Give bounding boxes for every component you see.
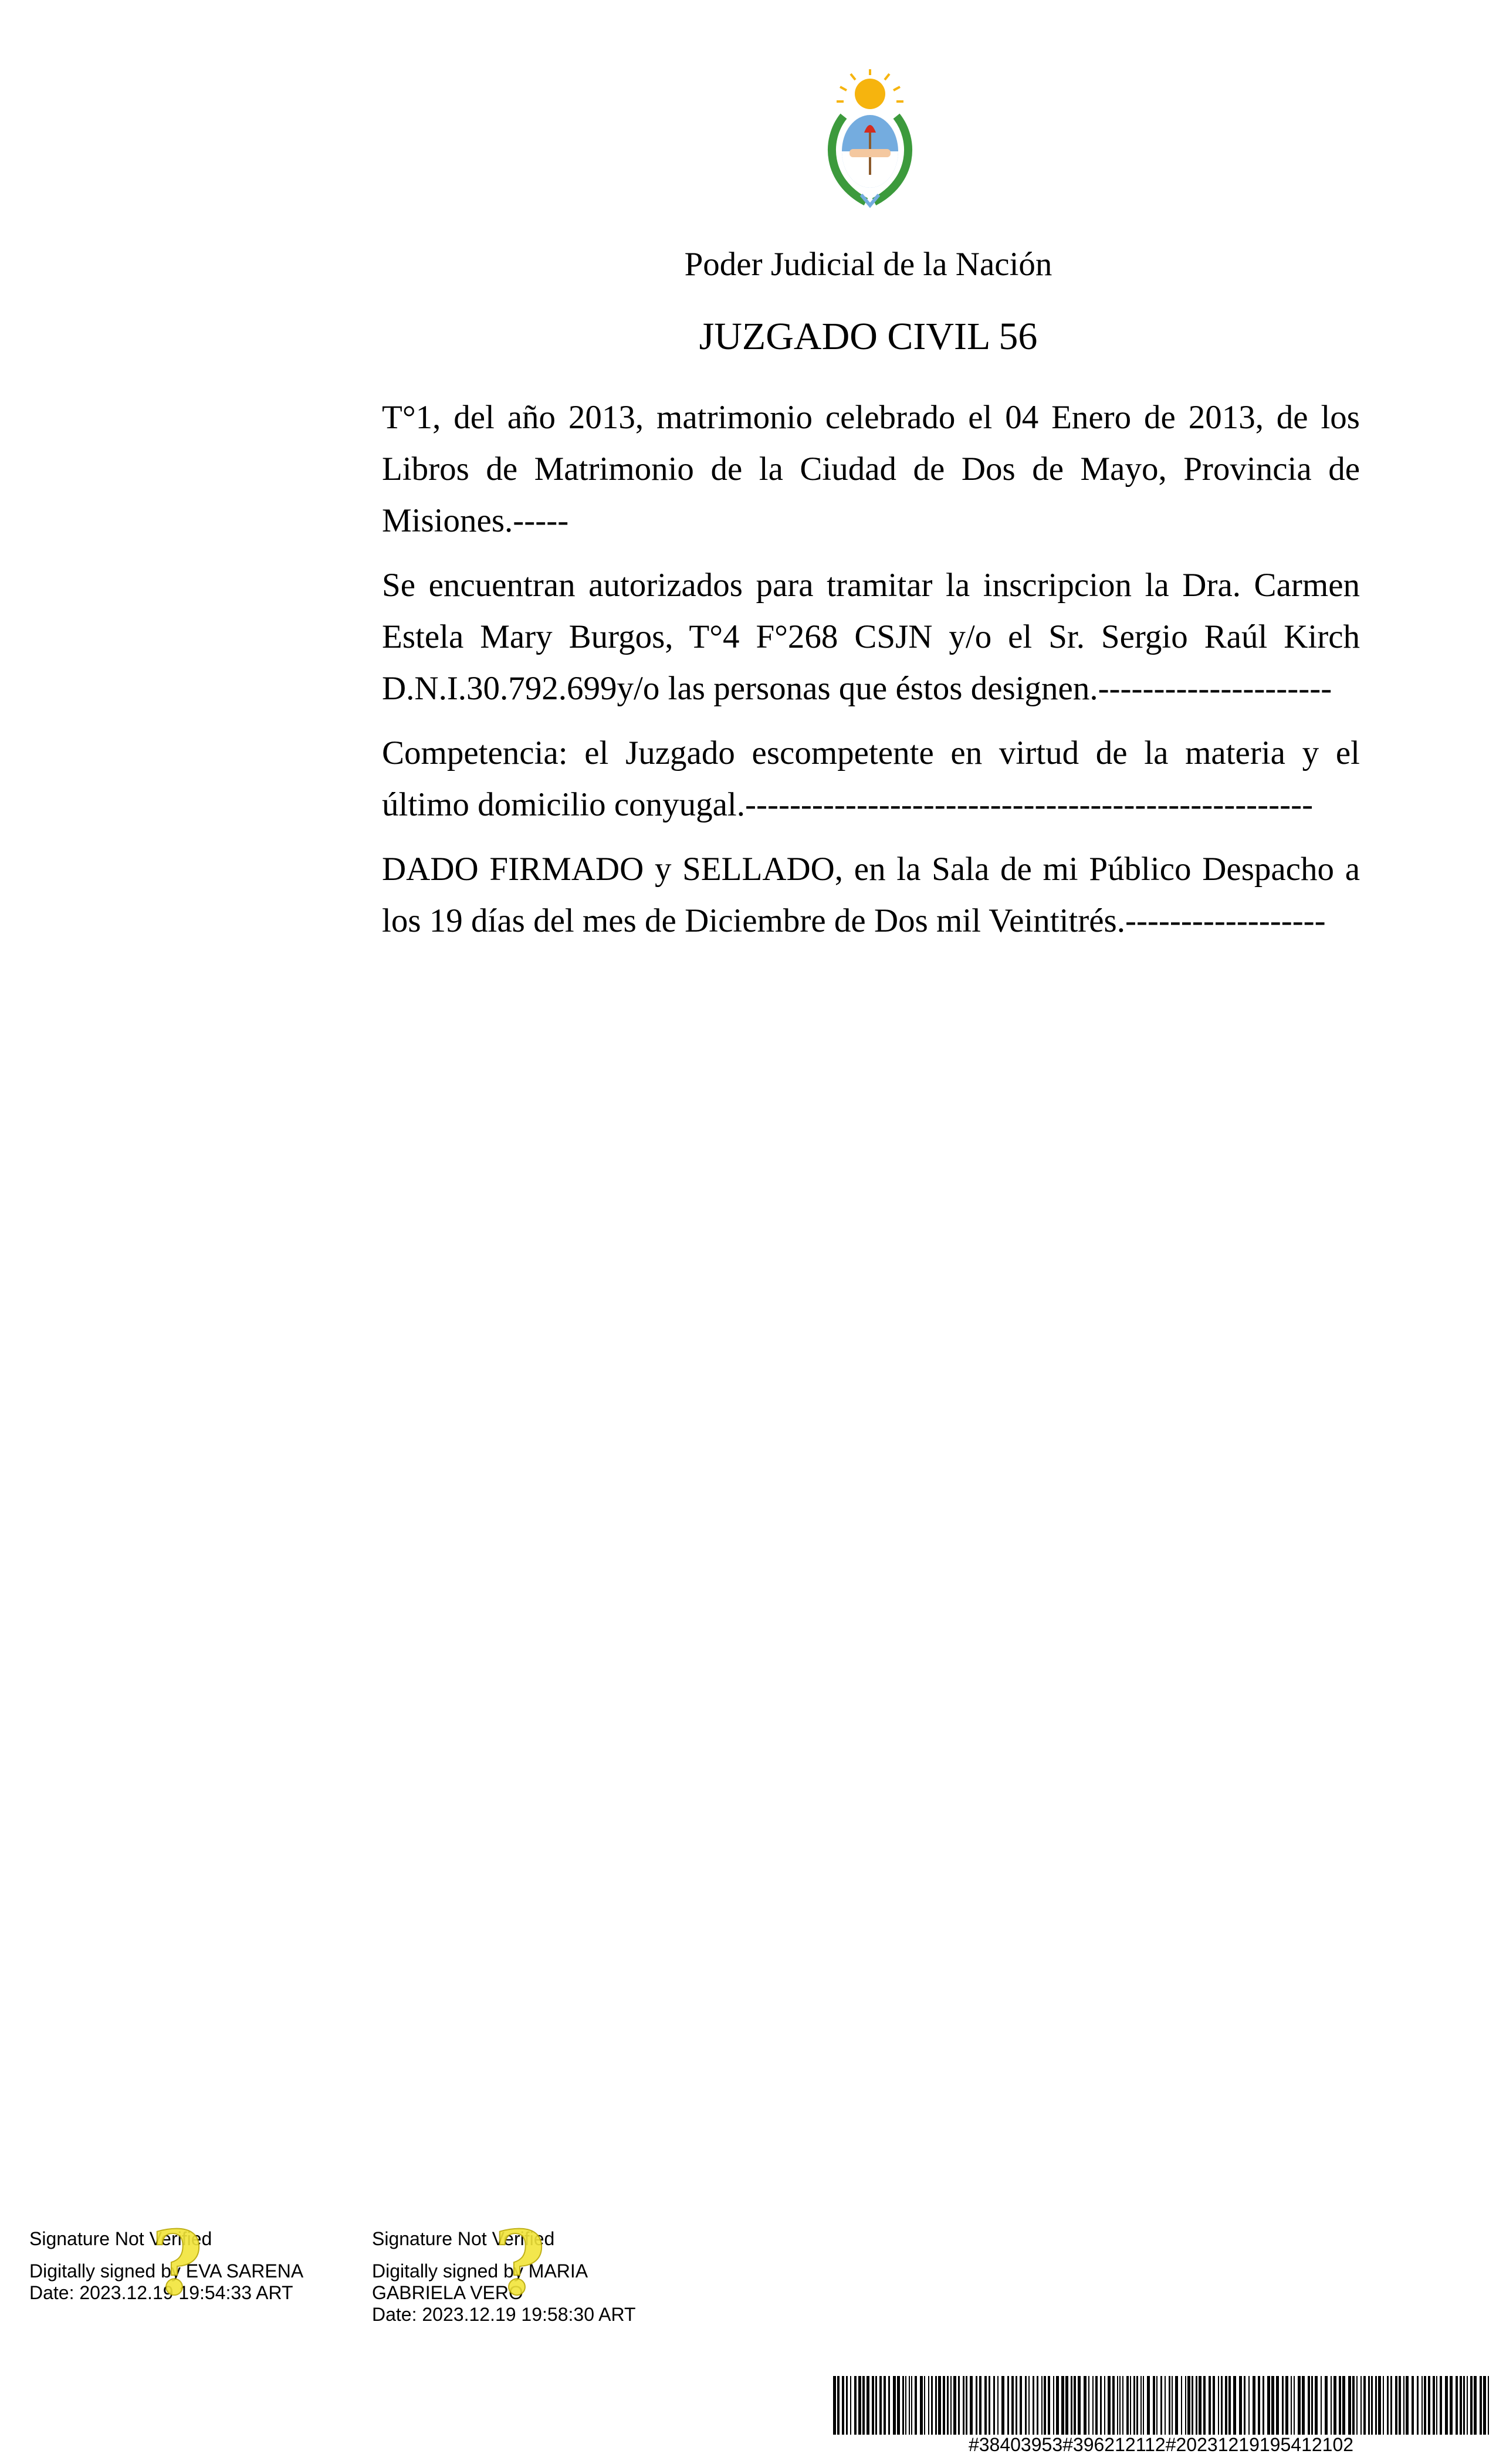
paragraph-competence: Competencia: el Juzgado escompetente en virtud de la materia y el último domicilio conyugal.---------------------------------------------------	[382, 735, 1360, 823]
signature-status: Signature Not Verified	[29, 2228, 212, 2249]
signature-date: Date: 2023.12.19 19:54:33 ART	[29, 2282, 293, 2303]
document-body	[382, 392, 1360, 960]
institution-name: Poder Judicial de la Nación	[684, 246, 1052, 283]
barcode	[833, 2376, 1489, 2435]
paragraph-authorization: Se encuentran autorizados para tramitar la inscripcion la Dra. Carmen Estela Mary Burgos, T°4 F°268 CSJN y/o el Sr. Sergio Raúl Kirch D.N.I.30.792.699y/o las personas que éstos designen.---------------------	[382, 567, 1360, 707]
signature-signer: Digitally signed by EVA SARENA	[29, 2260, 304, 2282]
barcode-number: #38403953#396212112#20231219195412102	[968, 2434, 1354, 2455]
signature-status: Signature Not Verified	[372, 2228, 555, 2249]
paragraph-closing: DADO FIRMADO y SELLADO, en la Sala de mi Público Despacho a los 19 días del mes de Diciembre de Dos mil Veintitrés.------------------	[382, 851, 1360, 939]
coat-of-arms-icon	[820, 69, 920, 210]
question-mark-icon: ?	[494, 2212, 546, 2315]
signature-date: Date: 2023.12.19 19:58:30 ART	[372, 2304, 636, 2325]
signature-signer: Digitally signed by MARIA	[372, 2260, 588, 2282]
court-title: JUZGADO CIVIL 56	[699, 315, 1038, 358]
question-mark-icon: ?	[151, 2212, 203, 2315]
signature-signer-cont: GABRIELA VERO	[372, 2282, 523, 2303]
paragraph-registration: T°1, del año 2013, matrimonio celebrado el 04 Enero de 2013, de los Libros de Matrimonio de la Ciudad de Dos de Mayo, Provincia de Misiones.-----	[382, 399, 1360, 539]
